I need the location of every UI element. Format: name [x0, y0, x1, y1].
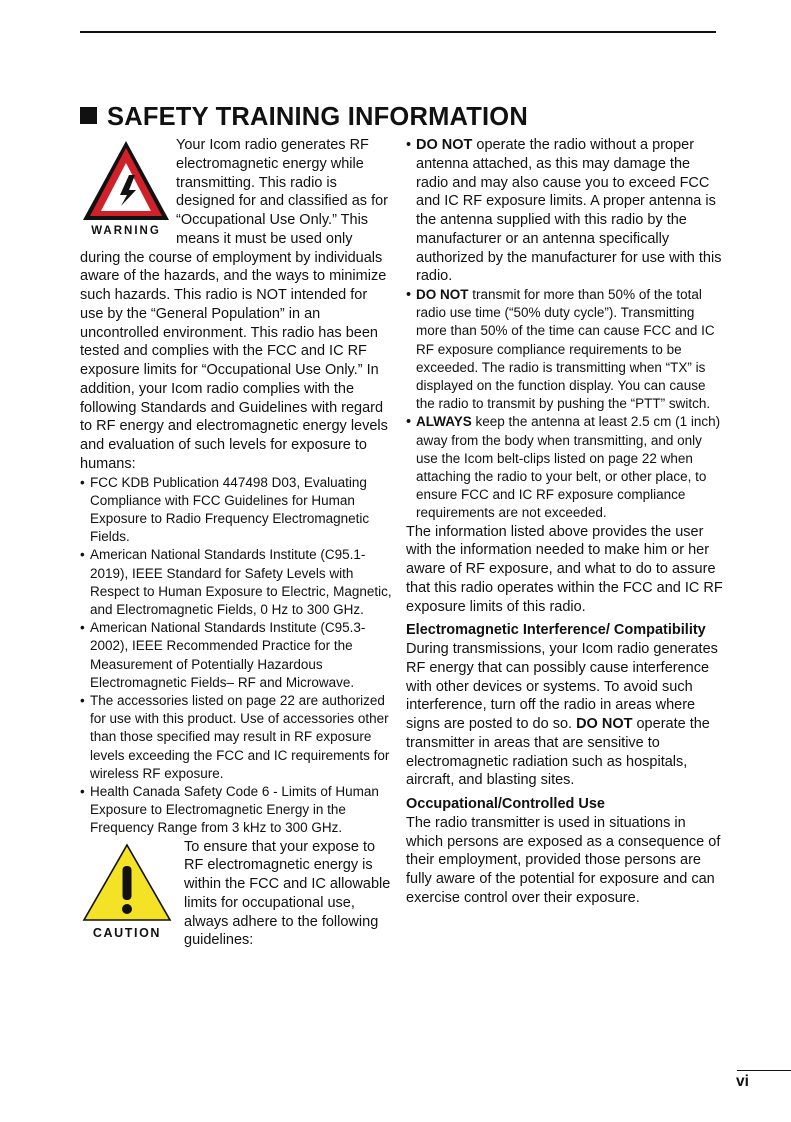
- guideline-text: operate the radio without a proper antenna attached, as this may damage the radio and may also cause you to exceed FCC and IC RF exposure limits. A proper antenna is the antenna supplied with this radio by the manufacturer or an antenna specifically authorized by the manufacturer for use with this radio.: [416, 137, 722, 285]
- svg-text:WARNING: WARNING: [91, 225, 161, 237]
- emi-bold: DO NOT: [576, 716, 633, 733]
- caution-triangle-exclamation-icon: [80, 842, 174, 944]
- intro-paragraph: Your Icom radio generates RF electromagnetic energy while transmitting. This radio is designed for and classified as for “Occupational Use Only.” This means it must be used only during the course of employment by individuals aware of the hazards, and the ways to minimize such hazards. This radio is NOT intended for use by the “General Population” in an uncontrolled environment. This radio has been tested and complies with the FCC and IC RF exposure limits for “Occupational Use Only.” In addition, your Icom radio complies with the following Standards and Guidelines with regard to RF energy and electromagnetic energy levels and evaluation of such levels for exposure to humans:: [80, 137, 388, 472]
- right-column: [406, 136, 724, 908]
- standard-item: • Health Canada Safety Code 6 - Limits of Human Exposure to Electromagnetic Energy in the Frequency Range from 3 kHz to 300 GHz.: [80, 783, 392, 838]
- warning-badge: [80, 138, 176, 238]
- page-number: vi: [736, 1073, 749, 1090]
- guideline-lead: DO NOT: [416, 137, 473, 153]
- emi-heading: Electromagnetic Interference/ Compatibility: [406, 622, 706, 639]
- top-rule: [80, 31, 716, 33]
- occupational-paragraph: The radio transmitter is used in situations in which persons are exposed as a consequence of their employment, provided those persons are fully aware of the potential for exposure and can exercise control over their exposure.: [406, 814, 721, 906]
- emi-text-end: operate the transmitter in areas that are sensitive to electromagnetic radiation such as hospitals, aircraft, and blasting sites.: [406, 716, 710, 789]
- standard-item: • American National Standards Institute (C95.1-2019), IEEE Standard for Safety Levels with Respect to Human Exposure to Electric, Magnetic, and Electromagnetic Fields, 0 Hz to 300 GHz.: [80, 546, 392, 619]
- guideline-lead: DO NOT: [416, 287, 469, 302]
- guideline-item: [406, 413, 724, 522]
- standard-item: • The accessories listed on page 22 are authorized for use with this product. Use of accessories other than those specified may result in RF exposure levels exceeding the FCC and IC requirements for wireless RF exposure.: [80, 692, 392, 783]
- guideline-text: keep the antenna at least 2.5 cm (1 inch) away from the body when transmitting, and only use the Icom belt-clips listed on page 22 when attaching the radio to your belt, or other place, to ensure FCC and IC RF exposure compliance requirements are not exceeded.: [416, 414, 721, 521]
- caution-paragraph: To ensure that your expose to RF electromagnetic energy is within the FCC and IC allowable limits for occupational use, always adhere to the following guidelines:: [184, 838, 391, 949]
- caution-badge: [80, 842, 184, 944]
- standards-list: [80, 474, 392, 838]
- summary-paragraph: The information listed above provides the user with the information needed to make him or her aware of RF exposure, and what to do to assure that this radio operates within the FCC and IC RF exposure limits of this radio.: [406, 523, 723, 615]
- guideline-text: transmit for more than 50% of the total radio use time (“50% duty cycle”). Transmitting more than 50% of the time can cause FCC and IC RF exposure compliance requirements to be exceeded. The radio is transmitting when “TX” is displayed on the function display. You can cause the radio to transmit by pushing the “PTT” switch.: [416, 287, 715, 412]
- standard-item: • FCC KDB Publication 447498 D03, Evaluating Compliance with FCC Guidelines for Human Exposure to Radio Frequency Electromagnetic Fields.: [80, 474, 392, 547]
- emi-paragraph: [406, 640, 724, 790]
- guideline-item: [406, 136, 724, 286]
- section-square-icon: [80, 107, 97, 124]
- guidelines-list: [406, 136, 724, 523]
- svg-text:CAUTION: CAUTION: [92, 925, 162, 940]
- left-column: [80, 136, 392, 950]
- emi-text-start: During transmissions, your Icom radio generates RF energy that can possibly cause interference with other devices or systems. To avoid such interference, turn off the radio in areas where signs are posted to do so.: [406, 641, 718, 733]
- section-title: [80, 100, 528, 134]
- guideline-lead: ALWAYS: [416, 414, 472, 430]
- standard-item: • American National Standards Institute (C95.3-2002), IEEE Recommended Practice for the Measurement of Potentially Hazardous Electromagnetic Fields– RF and Microwave.: [80, 619, 392, 692]
- bottom-rule: [737, 1070, 791, 1071]
- section-title-text: SAFETY TRAINING INFORMATION: [107, 103, 528, 131]
- warning-triangle-lightning-icon: [80, 138, 172, 238]
- occupational-heading: Occupational/Controlled Use: [406, 796, 605, 813]
- guideline-item: [406, 286, 724, 413]
